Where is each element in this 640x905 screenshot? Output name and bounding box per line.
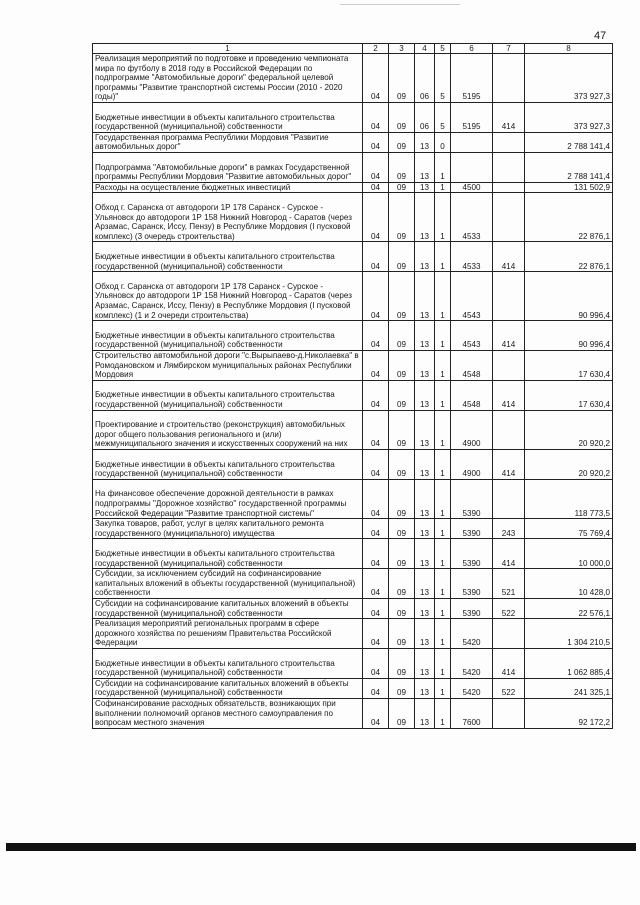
- table-row: [93, 103, 613, 133]
- table-row: [93, 449, 613, 479]
- row-code-article-cell: 5390: [451, 519, 493, 539]
- row-code-subprogram-cell: 5: [435, 54, 451, 103]
- row-code-subprogram-cell: 1: [435, 193, 451, 242]
- row-amount-cell: 373 927,3: [525, 103, 613, 133]
- row-amount-cell: 1 304 210,5: [525, 619, 613, 649]
- row-name-cell: Реализация мероприятий по подготовке и проведению чемпионата мира по футболу в 2018 году в Российской Федерации по подпрограмме "Автомобильные дороги" федеральной целевой программы "Развитие транспортной системы России (2010 - 2020 годы)": [93, 54, 363, 103]
- row-code-section-cell: 04: [363, 54, 389, 103]
- row-code-article-cell: 4533: [451, 242, 493, 272]
- row-code-expense-type-cell: [493, 619, 525, 649]
- row-code-subsection-cell: 09: [389, 321, 415, 351]
- row-code-article-cell: 5420: [451, 678, 493, 698]
- row-code-subsection-cell: 09: [389, 242, 415, 272]
- row-code-expense-type-cell: 414: [493, 539, 525, 569]
- row-code-expense-type-cell: [493, 193, 525, 242]
- row-code-subprogram-cell: 5: [435, 103, 451, 133]
- table-row: [93, 132, 613, 152]
- row-code-program-cell: 13: [415, 193, 435, 242]
- row-code-article-cell: 4548: [451, 380, 493, 410]
- row-amount-cell: 131 502,9: [525, 182, 613, 193]
- row-code-subsection-cell: 09: [389, 54, 415, 103]
- row-amount-cell: 17 630,4: [525, 380, 613, 410]
- row-name-cell: Субсидии на софинансирование капитальных вложений в объекты государственной (муниципальной) собственности: [93, 598, 363, 618]
- row-code-article-cell: 4543: [451, 321, 493, 351]
- row-code-expense-type-cell: [493, 698, 525, 728]
- row-code-program-cell: 13: [415, 648, 435, 678]
- row-code-section-cell: 04: [363, 410, 389, 449]
- table-row: [93, 539, 613, 569]
- budget-table: [92, 43, 613, 729]
- col-header-3: 3: [389, 44, 415, 54]
- row-code-section-cell: 04: [363, 619, 389, 649]
- row-code-expense-type-cell: [493, 132, 525, 152]
- row-code-section-cell: 04: [363, 569, 389, 599]
- row-code-subsection-cell: 09: [389, 350, 415, 380]
- row-code-expense-type-cell: [493, 182, 525, 193]
- row-amount-cell: 22 576,1: [525, 598, 613, 618]
- row-code-article-cell: 7600: [451, 698, 493, 728]
- row-code-section-cell: 04: [363, 272, 389, 321]
- row-amount-cell: 20 920,2: [525, 449, 613, 479]
- row-code-subsection-cell: 09: [389, 272, 415, 321]
- col-header-6: 6: [451, 44, 493, 54]
- row-code-section-cell: 04: [363, 380, 389, 410]
- row-code-article-cell: [451, 132, 493, 152]
- col-header-5: 5: [435, 44, 451, 54]
- table-row: [93, 479, 613, 518]
- col-header-2: 2: [363, 44, 389, 54]
- row-code-expense-type-cell: 522: [493, 598, 525, 618]
- row-code-section-cell: 04: [363, 321, 389, 351]
- row-code-expense-type-cell: [493, 54, 525, 103]
- row-code-section-cell: 04: [363, 350, 389, 380]
- table-row: [93, 380, 613, 410]
- row-code-expense-type-cell: [493, 410, 525, 449]
- table-row: [93, 321, 613, 351]
- row-code-subsection-cell: 09: [389, 519, 415, 539]
- table-row: [93, 193, 613, 242]
- row-name-cell: На финансовое обеспечение дорожной деятельности в рамках подпрограммы "Дорожное хозяйство" государственной программы Российской Федерации "Развитие транспортной системы": [93, 479, 363, 518]
- row-code-subsection-cell: 09: [389, 193, 415, 242]
- row-code-section-cell: 04: [363, 539, 389, 569]
- table-row: [93, 698, 613, 728]
- row-amount-cell: 1 062 885,4: [525, 648, 613, 678]
- row-amount-cell: 75 769,4: [525, 519, 613, 539]
- row-code-expense-type-cell: 521: [493, 569, 525, 599]
- row-code-program-cell: 13: [415, 569, 435, 599]
- row-code-subsection-cell: 09: [389, 479, 415, 518]
- row-code-expense-type-cell: [493, 479, 525, 518]
- row-code-article-cell: 4548: [451, 350, 493, 380]
- row-code-expense-type-cell: 414: [493, 380, 525, 410]
- col-header-7: 7: [493, 44, 525, 54]
- row-code-section-cell: 04: [363, 182, 389, 193]
- row-code-section-cell: 04: [363, 152, 389, 182]
- row-code-subprogram-cell: 1: [435, 619, 451, 649]
- row-code-program-cell: 13: [415, 519, 435, 539]
- table-row: [93, 272, 613, 321]
- row-code-subprogram-cell: 1: [435, 182, 451, 193]
- row-code-subsection-cell: 09: [389, 619, 415, 649]
- table-row: [93, 350, 613, 380]
- row-name-cell: Бюджетные инвестиции в объекты капитального строительства государственной (муниципальной) собственности: [93, 539, 363, 569]
- row-code-subprogram-cell: 1: [435, 380, 451, 410]
- row-code-subsection-cell: 09: [389, 648, 415, 678]
- row-code-article-cell: 5390: [451, 569, 493, 599]
- table-row: [93, 648, 613, 678]
- table-row: [93, 569, 613, 599]
- table-row: [93, 182, 613, 193]
- col-header-1: 1: [93, 44, 363, 54]
- row-code-section-cell: 04: [363, 242, 389, 272]
- row-code-subsection-cell: 09: [389, 698, 415, 728]
- row-code-subprogram-cell: 1: [435, 539, 451, 569]
- row-name-cell: Расходы на осуществление бюджетных инвестиций: [93, 182, 363, 193]
- row-name-cell: Проектирование и строительство (реконструкция) автомобильных дорог общего пользования регионального и (или) межмуниципального значения и искусственных сооружений на них: [93, 410, 363, 449]
- row-code-program-cell: 13: [415, 242, 435, 272]
- row-code-expense-type-cell: 243: [493, 519, 525, 539]
- row-name-cell: Обход г. Саранска от автодороги 1Р 178 Саранск - Сурское - Ульяновск до автодороги 1Р 158 Нижний Новгород - Саратов (через Арзамас, Саранск, Иссу, Пензу) в Республике Мордовия (I пусковой комплекс) (1 и 2 очереди строительства): [93, 272, 363, 321]
- row-code-section-cell: 04: [363, 598, 389, 618]
- row-code-expense-type-cell: 414: [493, 648, 525, 678]
- row-code-section-cell: 04: [363, 479, 389, 518]
- row-code-subprogram-cell: 1: [435, 272, 451, 321]
- row-code-program-cell: 13: [415, 598, 435, 618]
- row-code-program-cell: 13: [415, 698, 435, 728]
- row-code-program-cell: 13: [415, 182, 435, 193]
- row-amount-cell: 10 428,0: [525, 569, 613, 599]
- row-code-subprogram-cell: 1: [435, 678, 451, 698]
- row-code-subsection-cell: 09: [389, 678, 415, 698]
- row-code-program-cell: 13: [415, 410, 435, 449]
- table-row: [93, 678, 613, 698]
- table-row: [93, 152, 613, 182]
- row-name-cell: Государственная программа Республики Мордовия "Развитие автомобильных дорог": [93, 132, 363, 152]
- row-code-program-cell: 13: [415, 539, 435, 569]
- row-code-subprogram-cell: 0: [435, 132, 451, 152]
- row-code-expense-type-cell: 414: [493, 321, 525, 351]
- row-code-subprogram-cell: 1: [435, 242, 451, 272]
- row-code-subprogram-cell: 1: [435, 449, 451, 479]
- row-code-subsection-cell: 09: [389, 103, 415, 133]
- row-name-cell: Софинансирование расходных обязательств, возникающих при выполнении полномочий органов местного самоуправления по вопросам местного значения: [93, 698, 363, 728]
- row-code-article-cell: 5420: [451, 619, 493, 649]
- page-number: 47: [594, 30, 607, 42]
- row-code-subsection-cell: 09: [389, 539, 415, 569]
- row-code-program-cell: 06: [415, 103, 435, 133]
- row-code-section-cell: 04: [363, 449, 389, 479]
- row-name-cell: Субсидии, за исключением субсидий на софинансирование капитальных вложений в объекты государственной (муниципальной) собственности: [93, 569, 363, 599]
- row-name-cell: Бюджетные инвестиции в объекты капитального строительства государственной (муниципальной) собственности: [93, 449, 363, 479]
- row-amount-cell: 10 000,0: [525, 539, 613, 569]
- row-code-section-cell: 04: [363, 519, 389, 539]
- row-code-program-cell: 13: [415, 152, 435, 182]
- row-code-subprogram-cell: 1: [435, 569, 451, 599]
- table-row: [93, 598, 613, 618]
- table-row: [93, 519, 613, 539]
- col-header-8: 8: [525, 44, 613, 54]
- row-code-subprogram-cell: 1: [435, 479, 451, 518]
- col-header-4: 4: [415, 44, 435, 54]
- row-code-article-cell: 5390: [451, 539, 493, 569]
- row-code-section-cell: 04: [363, 103, 389, 133]
- header-row: [93, 44, 613, 54]
- table-row: [93, 410, 613, 449]
- row-code-article-cell: 4500: [451, 182, 493, 193]
- row-name-cell: Субсидии на софинансирование капитальных вложений в объекты государственной (муниципальной) собственности: [93, 678, 363, 698]
- row-name-cell: Закупка товаров, работ, услуг в целях капитального ремонта государственного (муниципального) имущества: [93, 519, 363, 539]
- row-name-cell: Бюджетные инвестиции в объекты капитального строительства государственной (муниципальной) собственности: [93, 242, 363, 272]
- row-code-subprogram-cell: 1: [435, 321, 451, 351]
- row-code-program-cell: 13: [415, 479, 435, 518]
- row-code-expense-type-cell: 414: [493, 103, 525, 133]
- row-code-article-cell: 5390: [451, 598, 493, 618]
- row-code-program-cell: 06: [415, 54, 435, 103]
- row-code-program-cell: 13: [415, 132, 435, 152]
- row-code-section-cell: 04: [363, 648, 389, 678]
- table-body: [93, 54, 613, 729]
- row-code-article-cell: 5195: [451, 103, 493, 133]
- row-amount-cell: 118 773,5: [525, 479, 613, 518]
- row-code-program-cell: 13: [415, 380, 435, 410]
- row-code-program-cell: 13: [415, 678, 435, 698]
- row-code-subprogram-cell: 1: [435, 698, 451, 728]
- row-code-section-cell: 04: [363, 678, 389, 698]
- row-code-subprogram-cell: 1: [435, 648, 451, 678]
- row-code-expense-type-cell: 414: [493, 449, 525, 479]
- row-amount-cell: 17 630,4: [525, 350, 613, 380]
- table-row: [93, 54, 613, 103]
- row-code-subprogram-cell: 1: [435, 598, 451, 618]
- row-code-section-cell: 04: [363, 698, 389, 728]
- row-code-subsection-cell: 09: [389, 152, 415, 182]
- row-code-program-cell: 13: [415, 272, 435, 321]
- row-code-subsection-cell: 09: [389, 182, 415, 193]
- row-code-subsection-cell: 09: [389, 380, 415, 410]
- row-code-expense-type-cell: [493, 152, 525, 182]
- row-name-cell: Бюджетные инвестиции в объекты капитального строительства государственной (муниципальной) собственности: [93, 321, 363, 351]
- row-code-program-cell: 13: [415, 619, 435, 649]
- scan-bottom-edge: [6, 843, 636, 851]
- row-code-article-cell: 5195: [451, 54, 493, 103]
- row-code-article-cell: 4543: [451, 272, 493, 321]
- row-name-cell: Бюджетные инвестиции в объекты капитального строительства государственной (муниципальной) собственности: [93, 380, 363, 410]
- row-name-cell: Реализация мероприятий региональных программ в сфере дорожного хозяйства по решениям Правительства Российской Федерации: [93, 619, 363, 649]
- row-code-program-cell: 13: [415, 321, 435, 351]
- row-name-cell: Подпрограмма "Автомобильные дороги" в рамках Государственной программы Республики Мордовия "Развитие автомобильных дорог": [93, 152, 363, 182]
- row-code-section-cell: 04: [363, 132, 389, 152]
- row-amount-cell: 2 788 141,4: [525, 132, 613, 152]
- row-code-expense-type-cell: 414: [493, 242, 525, 272]
- row-amount-cell: 373 927,3: [525, 54, 613, 103]
- row-name-cell: Обход г. Саранска от автодороги 1Р 178 Саранск - Сурское - Ульяновск до автодороги 1Р 158 Нижний Новгород - Саратов (через Арзамас, Саранск, Иссу, Пензу) в Республике Мордовия (I пусковой комплекс) (3 очередь строительства): [93, 193, 363, 242]
- row-code-expense-type-cell: [493, 272, 525, 321]
- row-code-subprogram-cell: 1: [435, 350, 451, 380]
- row-code-article-cell: 5390: [451, 479, 493, 518]
- row-code-subsection-cell: 09: [389, 569, 415, 599]
- row-amount-cell: 90 996,4: [525, 272, 613, 321]
- scan-artifact: [340, 4, 460, 5]
- row-code-program-cell: 13: [415, 350, 435, 380]
- row-code-subsection-cell: 09: [389, 598, 415, 618]
- row-code-subprogram-cell: 1: [435, 410, 451, 449]
- row-code-subsection-cell: 09: [389, 449, 415, 479]
- row-code-article-cell: 4900: [451, 410, 493, 449]
- row-name-cell: Бюджетные инвестиции в объекты капитального строительства государственной (муниципальной) собственности: [93, 648, 363, 678]
- row-code-article-cell: 5420: [451, 648, 493, 678]
- row-code-subprogram-cell: 1: [435, 519, 451, 539]
- row-code-article-cell: [451, 152, 493, 182]
- row-code-article-cell: 4900: [451, 449, 493, 479]
- row-amount-cell: 90 996,4: [525, 321, 613, 351]
- row-amount-cell: 241 325,1: [525, 678, 613, 698]
- row-amount-cell: 92 172,2: [525, 698, 613, 728]
- row-amount-cell: 2 788 141,4: [525, 152, 613, 182]
- row-amount-cell: 22 876,1: [525, 193, 613, 242]
- row-code-subprogram-cell: 1: [435, 152, 451, 182]
- row-code-expense-type-cell: [493, 350, 525, 380]
- row-code-subsection-cell: 09: [389, 410, 415, 449]
- row-code-program-cell: 13: [415, 449, 435, 479]
- row-code-subsection-cell: 09: [389, 132, 415, 152]
- row-name-cell: Строительство автомобильной дороги "с.Вырыпаево-д.Николаевка" в Ромодановском и Лямбирском муниципальных районах Республики Мордовия: [93, 350, 363, 380]
- table-row: [93, 242, 613, 272]
- row-code-article-cell: 4533: [451, 193, 493, 242]
- row-name-cell: Бюджетные инвестиции в объекты капитального строительства государственной (муниципальной) собственности: [93, 103, 363, 133]
- row-amount-cell: 22 876,1: [525, 242, 613, 272]
- row-code-section-cell: 04: [363, 193, 389, 242]
- row-amount-cell: 20 920,2: [525, 410, 613, 449]
- table-row: [93, 619, 613, 649]
- row-code-expense-type-cell: 522: [493, 678, 525, 698]
